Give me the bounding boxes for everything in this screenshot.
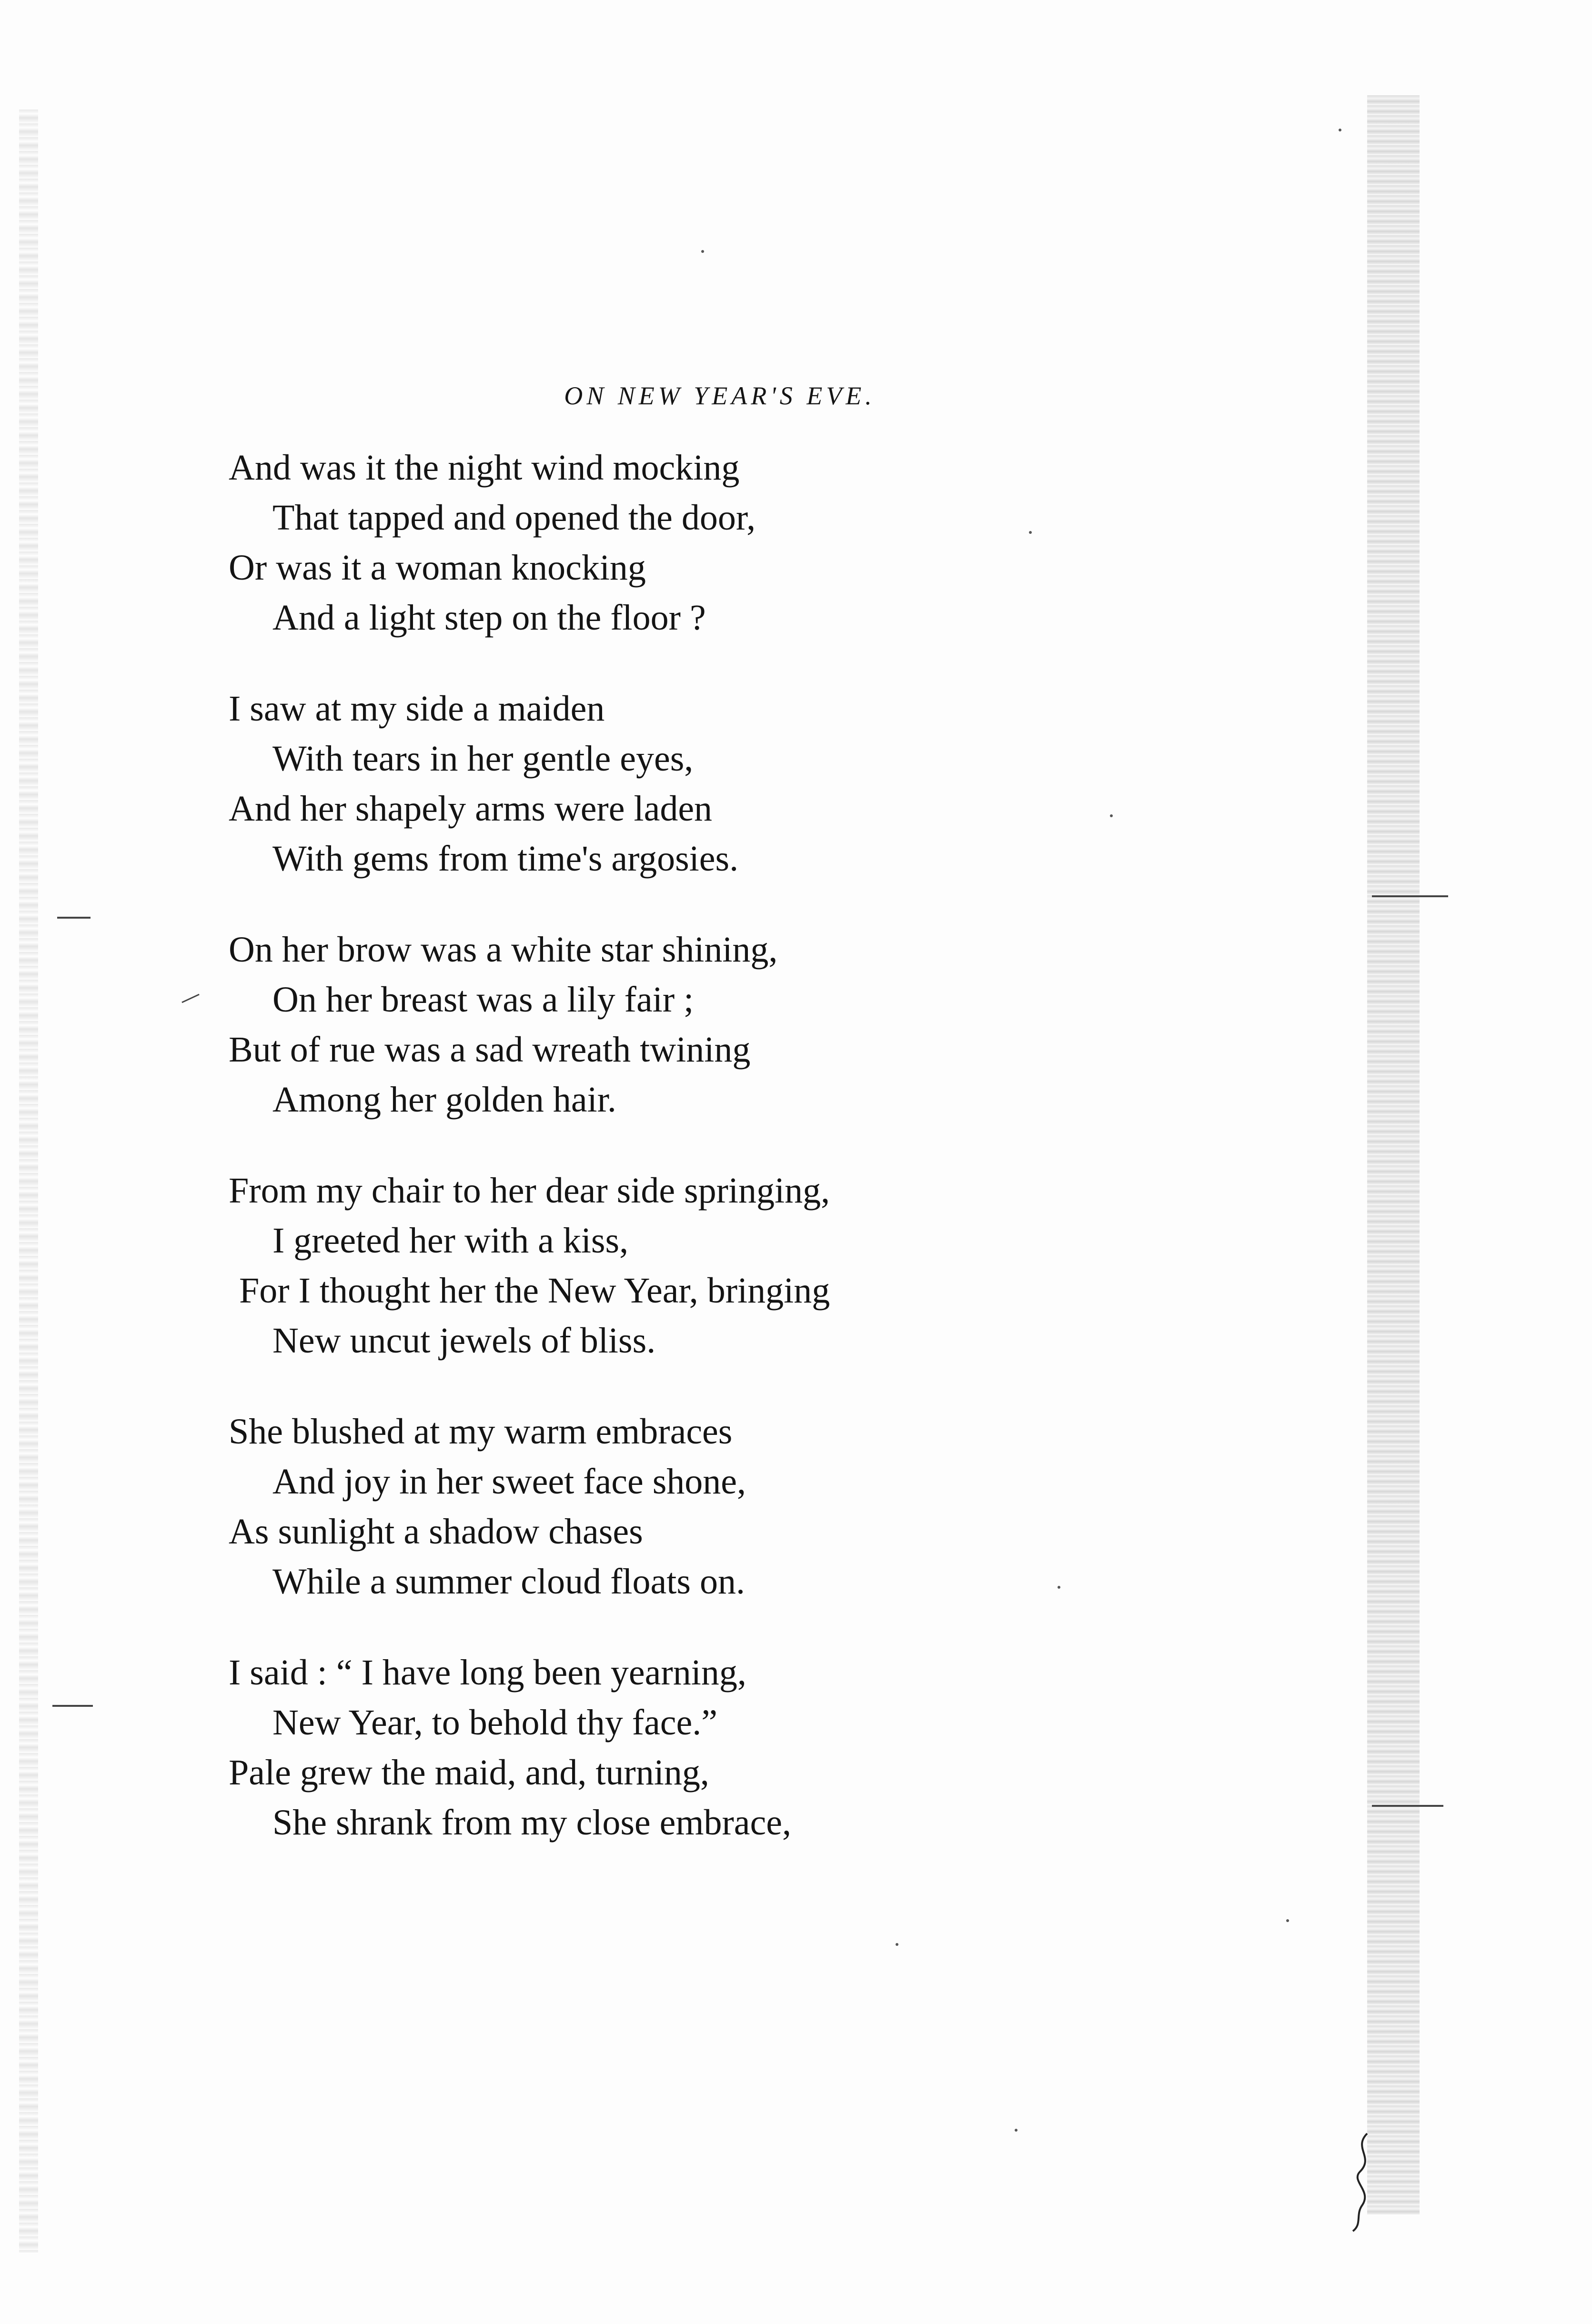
left-scan-edge (19, 110, 38, 2253)
poem-line: With tears in her gentle eyes, (272, 739, 694, 779)
scan-tick-mark (181, 994, 200, 1003)
poem-line: With gems from time's argosies. (272, 839, 739, 879)
right-scan-edge (1367, 95, 1420, 2214)
poem-line: Among her golden hair. (272, 1080, 616, 1120)
poem-line: But of rue was a sad wreath twining (229, 1030, 751, 1070)
scan-speck (701, 250, 704, 253)
margin-squiggle-mark (1348, 2129, 1377, 2234)
poem-line: From my chair to her dear side springing, (229, 1171, 830, 1211)
scan-speck (896, 1943, 898, 1946)
poem-line: Pale grew the maid, and, turning, (229, 1753, 709, 1793)
scan-speck (1339, 129, 1341, 131)
stanza (229, 1407, 1324, 1607)
poem-line: I greeted her with a kiss, (272, 1221, 629, 1261)
poem-line: And her shapely arms were laden (229, 789, 713, 829)
poem-line: New Year, to behold thy face.” (272, 1703, 718, 1743)
poem-line: And was it the night wind mocking (229, 448, 740, 488)
poem-line: And joy in her sweet face shone, (272, 1462, 746, 1502)
scan-tick-mark (57, 917, 91, 919)
scan-tick-mark (1372, 1805, 1443, 1807)
poem-title-text: ON NEW YEAR'S EVE. (564, 381, 876, 410)
scan-tick-mark (1372, 895, 1448, 897)
scan-tick-mark (52, 1705, 93, 1707)
poem-line: I saw at my side a maiden (229, 689, 605, 729)
poem-body (229, 443, 1324, 1889)
stanza (229, 684, 1324, 884)
poem-line: As sunlight a shadow chases (229, 1512, 643, 1552)
poem-line: New uncut jewels of bliss. (272, 1321, 656, 1361)
poem-line: And a light step on the floor ? (272, 598, 706, 638)
poem-line: While a summer cloud floats on. (272, 1562, 745, 1602)
poem-line: That tapped and opened the door, (272, 498, 756, 538)
poem-title (0, 381, 1592, 411)
poem-line: On her brow was a white star shining, (229, 930, 778, 970)
stanza (229, 1648, 1324, 1848)
poem-line: She blushed at my warm embraces (229, 1412, 733, 1452)
poem-line: Or was it a woman knocking (229, 548, 646, 588)
poem-line: She shrank from my close embrace, (272, 1803, 791, 1843)
stanza (229, 925, 1324, 1125)
poem-line: I said : “ I have long been yearning, (229, 1653, 746, 1693)
stanza (229, 443, 1324, 643)
stanza (229, 1166, 1324, 1366)
scan-speck (1286, 1919, 1289, 1922)
poem-line: For I thought her the New Year, bringing (239, 1271, 830, 1311)
scan-speck (1015, 2129, 1018, 2132)
poem-line: On her breast was a lily fair ; (272, 980, 694, 1020)
